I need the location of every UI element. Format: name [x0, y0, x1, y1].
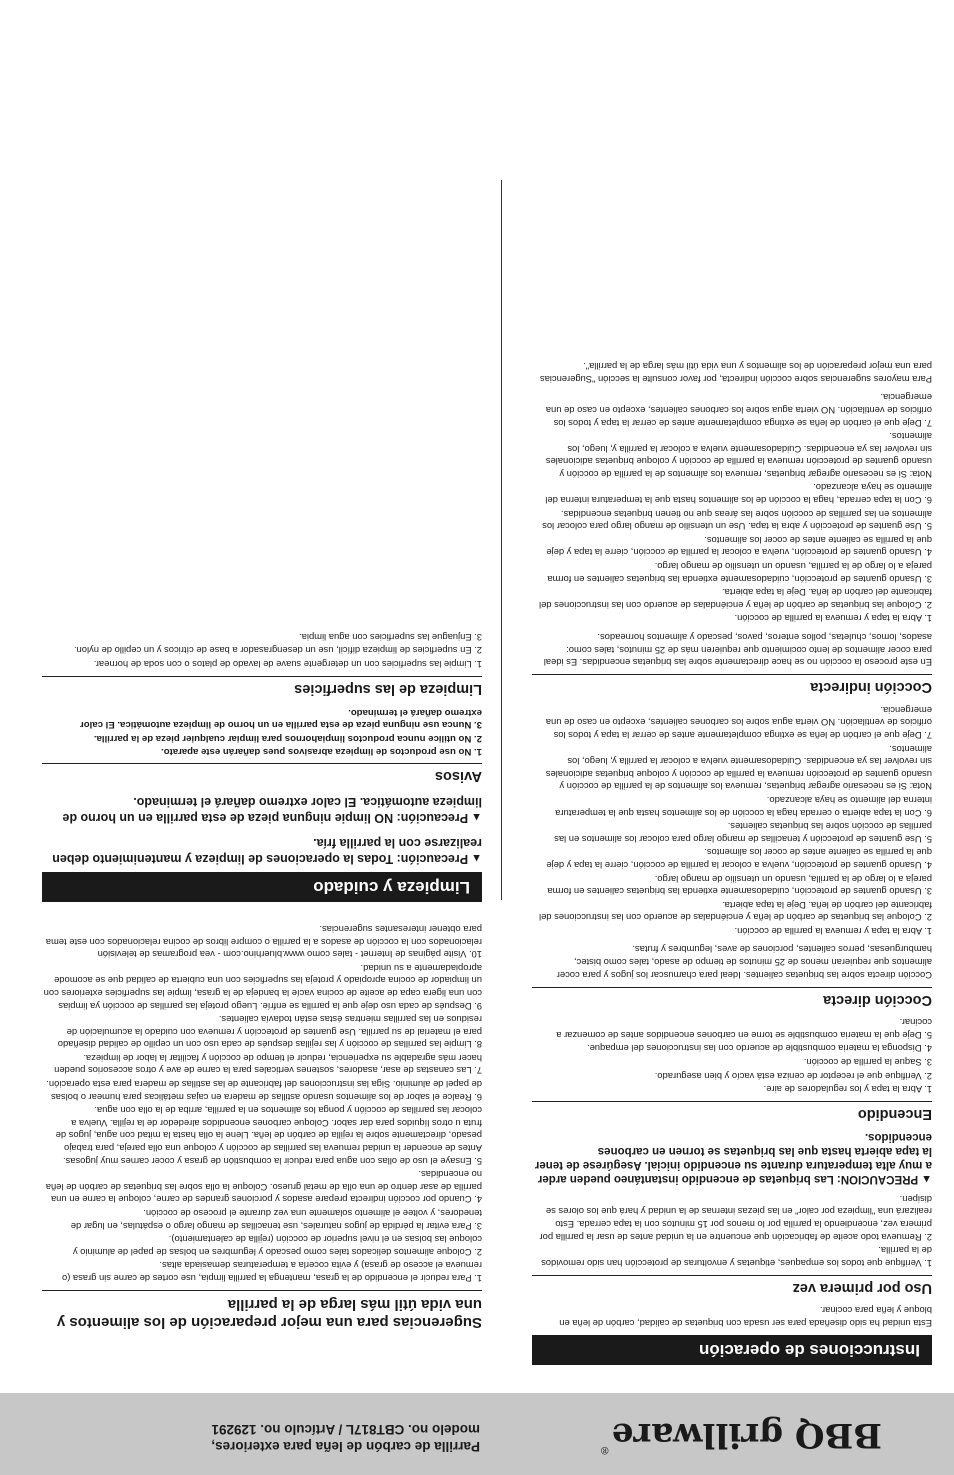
list-item: 2. No utilice nunca productos limpiahornos para limpiar cualquier pieza de la parrilla. — [93, 732, 482, 744]
list-item: 2. En superficies de limpieza difícil, use un desengrasador a base de cítricos y un cepillo de nylon. — [73, 645, 482, 657]
lighting-title: Encendido — [532, 1101, 932, 1122]
operation-banner: Instrucciones de operación — [532, 1335, 932, 1365]
list-item: 6. Con la tapa cerrada, haga la cocción de los alimentos hasta que la temperatura interna del alimento se haya alcanzado. — [545, 482, 932, 507]
list-item: 4. Cuando por cocción indirecta prepare asados y porciones grandes de carne, coloque la carne en una parrilla de asar dentro de una olla de metal grueso. Coloque la olla sobre las briquetas de carbón de leña no encendidas. — [45, 1169, 482, 1206]
list-item: 5. Use guantes de protección y tenacillas de mango largo para colocar los alimentos en las parrillas de cocción sobre las briquetas calientes. — [554, 821, 932, 845]
care-warning-2: ▲Precaución: NO limpie ninguna pieza de esta parrilla en un horno de limpieza automática. El calor extremo dañará el terminado. — [62, 795, 482, 826]
tips-list — [42, 922, 482, 1284]
indirect-cooking-list — [532, 391, 932, 625]
list-item: 5. Use guantes de protección y abra la tapa. Use un utensilio de mango largo para colocar los alimentos en las parrillas de cocción sobre las áreas que no tienen briquetas encendidas. — [542, 508, 932, 533]
warning-icon: ▲ — [921, 1173, 932, 1186]
list-item: 1. Para reducir el encendido de la grasa, mantenga la parrilla limpia, use cortes de carne sin grasa (o remueva el acceso de grasa) y evita cocerla a temperaturas demasiada altas. — [61, 1260, 482, 1284]
care-column — [42, 624, 482, 1365]
list-item: 4. Disponga la materia combustible de acuerdo con las instrucciones del empaque. — [587, 1043, 932, 1055]
column-divider — [501, 180, 502, 900]
list-item: Nota: Si es necesario agregar briquetas, remueva los alimentos de la parrilla de cocción y usando guantes de protección remueva la parrilla de cocción y coloque briquetas adicionales sin revolver las ya encendidas. Cuidadosamente vuelva a colocar la parrilla y, luego, los alimentos. — [545, 743, 932, 793]
brand-logo: BBQ grillware® — [599, 1415, 882, 1455]
care-warning-1: ▲Precaución: Todas la operaciones de limpieza y mantenimiento deben realizarse con la parrilla fría. — [52, 836, 482, 867]
list-item: 5. Ensaye el uso de ollas con agua para reducir la combustión de grasa y cocer carnes muy jugosas. Antes de encender la unidad remueva las parrillas de cocción y coloque una olla pareja, para trabajo pesado, directamente sobre la rejilla de carbón de leña. Llene la olla hasta la mitad con agua, jugos de fruta u otros líquidos para dar sabor. Coloque carbones encendidos alrededor de la rejilla. Vuelva a colocar las parrillas de cocción y ponga los alimentos en la parrilla, arriba de la olla con agua. — [55, 1105, 482, 1167]
list-item: 6. Realce el sabor de los alimentos usando astillas de madera en cajas metálicas para humear o bolsas de papel de aluminio. Siga las instrucciones del fabricante de las astillas de madera para esta operación. — [46, 1079, 482, 1103]
list-item: 7. Deje que el carbón de leña se extinga completamente antes de cerrar la tapa y todos los orificios de ventilación. NO vierta agua sobre los carbones calientes, excepto en caso de una emergencia. — [545, 704, 932, 741]
operation-column — [532, 354, 932, 1365]
operation-intro: Esta unidad ha sido diseñada para ser usada con briquetas de calidad, carbón de leña en bloque y leña para cocinar. — [559, 1305, 932, 1329]
list-item: 7. Deje que el carbón de leña se extinga completamente antes de cerrar la tapa y todos los orificios de ventilación. NO vierta agua sobre los carbones calientes, excepto en caso de una emergencia. — [545, 392, 932, 429]
indirect-cooking-footer: Para mayores sugerencias sobre cocción indirecta, por favor consulte la sección "Sugerencias para una mejor preparación de los alimentos y una vida útil más larga de la parrilla". — [539, 361, 932, 385]
list-item: 2. Coloque las briquetas de carbón de leña y enciéndalas de acuerdo con las instrucciones del fabricante del carbón de leña. Deje la tapa abierta. — [539, 899, 932, 924]
product-title — [40, 1421, 480, 1455]
indirect-cooking-intro: En este proceso la cocción no se hace directamente sobre las briquetas encendidas. Es ideal para cocer alimentos de lento cocimiento que requieren más de 25 minutos, tales como: asados, lomos, chuletas, pollos enteros, pavos, pescado y alimentos horneados. — [543, 632, 932, 669]
list-item: 6. Con la tapa abierta o cerrada haga la cocción de los alimentos hasta que la temperatura interna del alimento se haya alcanzado. — [555, 794, 932, 819]
notices-title: Avisos — [42, 763, 482, 784]
first-use-title: Uso por primera vez — [532, 1275, 932, 1296]
notices-list — [42, 705, 482, 757]
list-item: 3. Nunca use ninguna pieza de esta parrilla en un horno de limpieza automática. El calor extremo dañará el terminado. — [80, 706, 482, 731]
lighting-list — [532, 1016, 932, 1096]
list-item: 3. Para evitar la pérdida de jugos naturales, use tenacillas de mango largo o espátulas, en lugar de tenedores, y voltee el alimento solamente una vez durante el proceso de cocción. — [70, 1208, 482, 1232]
warning-icon: ▲ — [471, 852, 482, 865]
list-item: 3. Enjuague las superficies con agua limpia. — [299, 631, 482, 643]
list-item: 5. Deje que la materia combustible se torne en carbones encendidos antes de comenzar a cocinar. — [556, 1017, 932, 1041]
list-item: 1. Abra la tapa y remueva la parrilla de cocción. — [734, 613, 932, 625]
direct-cooking-list — [532, 703, 932, 937]
list-item: 1. Abra la tapa y los reguladores de aire. — [763, 1084, 932, 1096]
list-item: 3. Usando guantes de protección, cuidadosamente extienda las briquetas calientes en forma pareja a lo largo de la parrilla, usando un utensilio de mango largo. — [547, 873, 932, 898]
direct-cooking-intro: Cocción directa sobre las briquetas calientes. Ideal para chamuscar los jugos y para cocer alimentos que requieran menos de 25 minutos de tiempo de asado, tales como bistec, hamburguesas, perros calientes, porciones de aves, legumbres y frutas. — [556, 944, 932, 981]
list-item: 1. Verifique que todos los empaques, etiquetas y envolturas de protección han sido removidos de la parrilla. — [541, 1245, 932, 1269]
warning-icon: ▲ — [471, 811, 482, 824]
list-item: 2. Coloque las briquetas de carbón de leña y enciéndalas de acuerdo con las instrucciones del fabricante del carbón de leña. Deje la tapa abierta. — [539, 587, 932, 611]
list-item: 9. Después de cada uso deje que la parrilla se enfríe. Luego proteja las parrillas de cocción ya limpias con una ligera capa de aceite de cocina vacíe la bandeja de la grasa, limpie las superficies exteriores con un limpiador de cocina apropiado y proteja las superficies con una cubierta de calidad que se acomode apropiadamente a su unidad. — [43, 962, 482, 1012]
header-bar — [0, 1393, 954, 1475]
first-use-list — [532, 1192, 932, 1269]
list-item: 1. Limpie las superficies con un detergente suave de lavado de platos o con soda de hornear. — [93, 659, 482, 670]
first-use-warning: ▲PRECAUCION: Las briquetas de encendido instantáneo pueden arder a muy alta temperatura durante su encendido inicial. Asegúrese de tener la tapa abierta hasta que las briquetas se tornen en carbones encendidos. — [534, 1131, 932, 1186]
list-item: 4. Usando guantes de protección, vuelva a colocar la parrilla de cocción, cierre la tapa y deje que la parrilla se caliente antes de cocer los alimentos. — [546, 534, 932, 559]
list-item: 8. Limpie las parrillas de cocción y las rejillas después de cada uso con un cepillo de calidad diseñado para el material de su parrilla. Use guantes de protección y remueva con cuidado la acumulación de residuos en las parrillas mientras éstas están todavía calientes. — [57, 1014, 482, 1051]
list-item: 4. Usando guantes de protección, vuelva a colocar la parrilla de cocción, cierre la tapa y deje que la parrilla se caliente antes de cocer los alimentos. — [546, 847, 932, 871]
list-item: 1. Abra la tapa y remueva la parrilla de cocción. — [734, 925, 932, 937]
list-item: 3. Saque la parrilla de cocción. — [803, 1057, 932, 1069]
list-item: 3. Usando guantes de protección, cuidadosamente extienda las briquetas calientes en forma pareja a lo largo de la parrilla, usando un utensilio de mango largo. — [547, 561, 932, 585]
direct-cooking-title: Cocción directa — [532, 987, 932, 1008]
list-item: 2. Remueva todo aceite de fabricación que encuentre en la unidad antes de usar la parrilla por primera vez, encendiendo la parrilla por lo menos por 15 minutos con la tapa cerrada. Esto realizará una "limpieza por calor" en las piezas internas de la unidad y hará que los olores se disipen. — [539, 1193, 932, 1243]
list-item: 1. No use productos de limpieza abrasivos pues dañarán este aparato. — [161, 746, 482, 758]
list-item: 2. Verifique que el receptor de ceniza está vacío y bien asegurado. — [654, 1070, 932, 1082]
list-item: 7. Las canastas de asar, asadores, sostenes verticales para la carne de ave y otros accesorios pueden hacer más agradable su experiencia, reducir el tiempo de cocción y facilitar la labor de limpieza. — [54, 1052, 482, 1077]
list-item: 2. Coloque alimentos delicados tales como pescado y legumbres en bolsas de papel de aluminio y coloque las bolsas en el nivel superior de cocción (rejilla de calentamiento). — [72, 1234, 482, 1258]
indirect-cooking-title: Cocción indirecta — [532, 674, 932, 695]
care-banner: Limpieza y cuidado — [42, 872, 482, 902]
list-item: Nota: Si es necesario agregar briquetas, remueva los alimentos de la parrilla de cocción y usando guantes de protección remueva la parrilla de cocción y coloque briquetas adicionales sin revolver las ya encendidas. Cuidadosamente vuelva a colocar la parrilla y, luego, los alimentos. — [545, 431, 932, 480]
list-item: 10. Visite páginas de Internet - tales como www.bluerhino.com - vea programas de televisión relacionados con la cocción de asados a la parrilla o compre libros de cocina relacionados con este tema para obtener interesantes sugerencias. — [45, 923, 482, 961]
product-line-1: Parrilla de carbón de leña para exteriores, — [211, 1439, 480, 1454]
product-line-2: modelo no. CBT817L / Artículo no. 129291 — [211, 1422, 480, 1437]
tips-title: Sugerencias para una mejor preparación de los alimentos y una vida útil más larga de la parrilla — [42, 1290, 482, 1331]
surfaces-list — [42, 630, 482, 670]
surfaces-title: Limpieza de las superficies — [42, 676, 482, 697]
